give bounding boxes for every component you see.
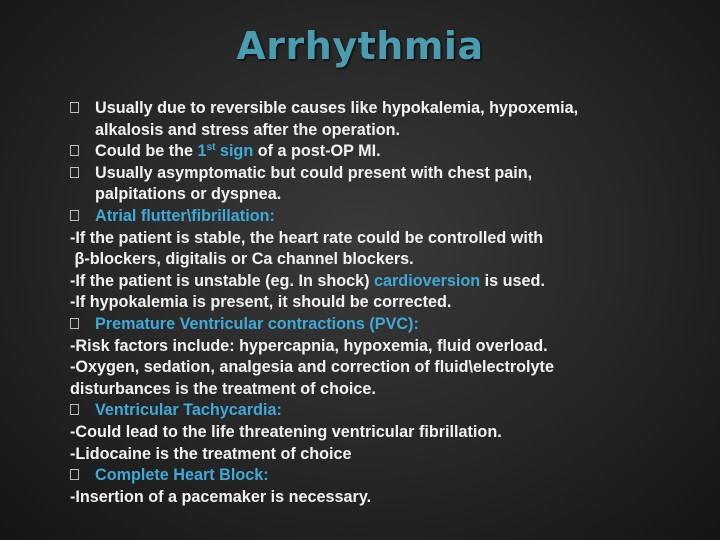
bullet-asymptomatic	[70, 163, 670, 185]
section-heading: Atrial flutter\fibrillation:	[95, 206, 275, 225]
text-line: disturbances is the treatment of choice.	[70, 379, 376, 398]
text-line: -Lidocaine is the treatment of choice	[70, 444, 352, 463]
bullet-first-sign	[70, 141, 670, 163]
highlight-sign: sign	[215, 142, 254, 161]
section-heading: Complete Heart Block:	[95, 466, 269, 485]
bullet-reversible-causes	[70, 98, 670, 120]
text-line: -Oxygen, sedation, analgesia and correction of fluid\electrolyte	[70, 358, 554, 377]
square-bullet-icon	[70, 404, 79, 415]
text-line: -Insertion of a pacemaker is necessary.	[70, 487, 372, 506]
bullet-continuation: alkalosis and stress after the operation.	[95, 120, 400, 139]
text-line: -If hypokalemia is present, it should be corrected.	[70, 293, 452, 312]
ordinal-suffix: st	[206, 142, 216, 154]
bullet-continuation: palpitations or dyspnea.	[95, 185, 282, 204]
section-atrial-flutter	[70, 206, 670, 228]
section-complete-heart-block	[70, 465, 670, 487]
square-bullet-icon	[70, 469, 79, 480]
section-heading: Ventricular Tachycardia:	[95, 401, 282, 420]
highlight-first	[198, 142, 254, 160]
text-line: β-blockers, digitalis or Ca channel blockers.	[70, 250, 414, 269]
square-bullet-icon	[70, 102, 79, 113]
text-line: -If the patient is stable, the heart rate could be controlled with	[70, 228, 544, 247]
section-ventricular-tachycardia	[70, 400, 670, 422]
text-line	[70, 271, 670, 293]
slide-content	[70, 98, 670, 508]
bullet-text-pre: Could be the	[95, 142, 198, 161]
ordinal-number: 1	[197, 142, 207, 161]
square-bullet-icon	[70, 210, 79, 221]
section-heading: Premature Ventricular contractions (PVC):	[95, 314, 419, 333]
bullet-text: Usually asymptomatic but could present with chest pain,	[95, 163, 533, 182]
square-bullet-icon	[70, 318, 79, 329]
text-line: -Could lead to the life threatening ventricular fibrillation.	[70, 422, 502, 441]
slide-title: Arrhythmia	[236, 24, 484, 68]
text-line: -Risk factors include: hypercapnia, hypoxemia, fluid overload.	[70, 336, 548, 355]
bullet-text-post: of a post-OP MI.	[253, 142, 381, 161]
square-bullet-icon	[70, 145, 79, 156]
highlight-cardioversion: cardioversion	[374, 271, 481, 290]
text-segment: -If the patient is unstable (eg. In shock)	[70, 271, 374, 290]
text-segment: is used.	[480, 271, 545, 290]
square-bullet-icon	[70, 167, 79, 178]
section-pvc	[70, 314, 670, 336]
bullet-text: Usually due to reversible causes like hypokalemia, hypoxemia,	[95, 99, 579, 117]
